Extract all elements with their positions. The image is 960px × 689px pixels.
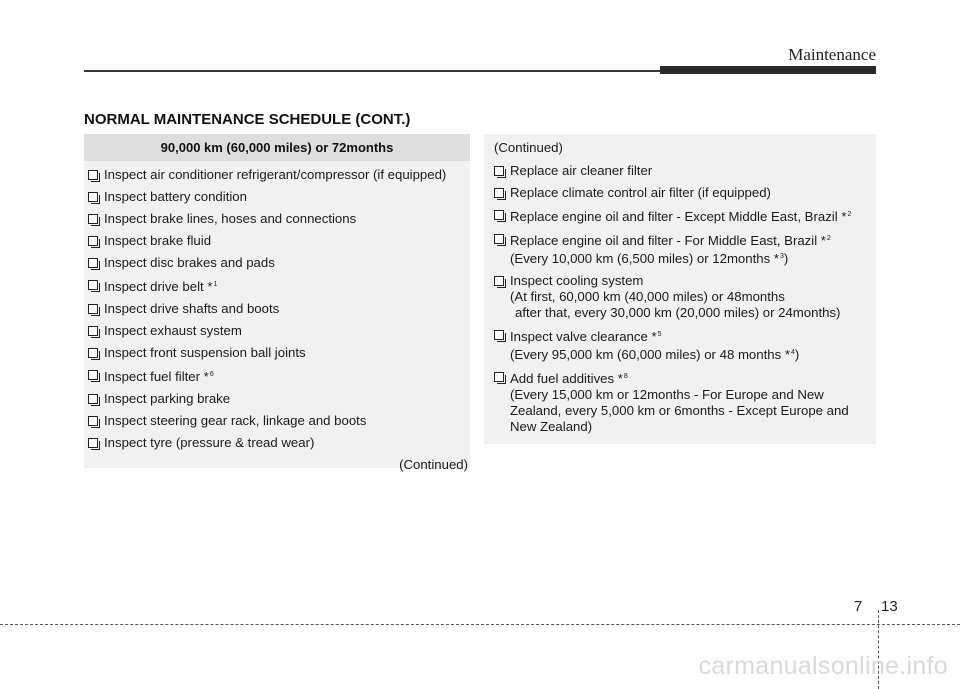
section-header-title: Maintenance [788,45,876,64]
continued-label: (Continued) [494,140,563,155]
checkbox-icon [88,326,98,336]
list-item: Inspect disc brakes and pads [88,255,470,271]
list-item: Replace air cleaner filter [494,163,876,179]
header-rule-thin [84,70,660,72]
footnote-marker: 3 [780,253,784,260]
list-item: Add fuel additives *$^8$ (Every 15,000 km or 12months - For Europe and New Zealand, every 5,000 km or 6months - Except Europe and New Zealand) [494,369,876,435]
list-item: Inspect steering gear rack, linkage and boots [88,413,470,429]
interval-heading: 90,000 km (60,000 miles) or 72months [84,134,470,161]
schedule-panel-right [484,134,876,444]
list-item: Inspect brake fluid [88,233,470,249]
list-item: Inspect air conditioner refrigerant/compressor (if equipped) [88,167,470,183]
footnote-marker: 6 [209,371,214,378]
interval-detail: (Every 10,000 km (6,500 miles) or 12months *$^3$) [510,251,789,266]
checkbox-icon [88,236,98,246]
list-item: Inspect fuel filter *$^6$ [88,367,470,385]
interval-detail: after that, every 30,000 km (20,000 miles) or 24months) [515,305,841,320]
checkbox-icon [494,372,504,382]
checkbox-icon [88,416,98,426]
list-item: Inspect drive belt *$^1$ [88,277,470,295]
checkbox-icon [88,438,98,448]
chapter-number: 7 [854,598,863,615]
schedule-panel-left [84,134,470,472]
list-item: Inspect exhaust system [88,323,470,339]
list-item: Replace climate control air filter (if equipped) [494,185,876,201]
checkbox-icon [88,348,98,358]
list-item: Inspect battery condition [88,189,470,205]
interval-detail: New Zealand) [510,419,593,434]
continued-label: (Continued) [399,457,468,472]
right-checklist [484,159,876,435]
list-item: Inspect parking brake [88,391,470,407]
left-checklist [84,161,470,451]
footnote-marker: 5 [657,331,662,338]
footnote-marker: 4 [791,349,795,356]
checkbox-icon [88,304,98,314]
checkbox-icon [494,188,504,198]
footnote-marker: 2 [826,235,831,242]
list-item: Inspect brake lines, hoses and connections [88,211,470,227]
checkbox-icon [494,276,504,286]
checkbox-icon [494,166,504,176]
list-item: Inspect front suspension ball joints [88,345,470,361]
checkbox-icon [494,210,504,220]
interval-detail: (Every 15,000 km or 12months - For Europe and New [510,387,824,402]
footnote-marker: 8 [623,373,628,380]
list-item: Inspect drive shafts and boots [88,301,470,317]
list-item: Inspect valve clearance *$^5$ (Every 95,000 km (60,000 miles) or 48 months *$^4$) [494,327,876,363]
interval-detail: Zealand, every 5,000 km or 6months - Except Europe and [510,403,849,418]
footer-rule [0,624,960,625]
list-item: Replace engine oil and filter - Except Middle East, Brazil *$^2$ [494,207,876,225]
checkbox-icon [88,370,98,380]
footnote-marker: 2 [847,211,852,218]
list-item: Replace engine oil and filter - For Middle East, Brazil *$^2$ (Every 10,000 km (6,500 miles) or 12months *$^3$) [494,231,876,267]
checkbox-icon [88,214,98,224]
footnote-marker: 1 [213,281,218,288]
interval-detail: (At first, 60,000 km (40,000 miles) or 48months [510,289,785,304]
header-rule-thick [660,66,876,74]
interval-detail: (Every 95,000 km (60,000 miles) or 48 months *$^4$) [510,347,800,362]
checkbox-icon [88,394,98,404]
watermark: carmanualsonline.info [698,652,948,680]
checkbox-icon [88,192,98,202]
checkbox-icon [494,234,504,244]
checkbox-icon [88,280,98,290]
checkbox-icon [88,170,98,180]
page-number: 13 [881,598,898,615]
list-item: Inspect tyre (pressure & tread wear) [88,435,470,451]
checkbox-icon [494,330,504,340]
list-item: Inspect cooling system (At first, 60,000 km (40,000 miles) or 48months after that, every 30,000 km (20,000 miles) or 24months) [494,273,876,321]
page-title: NORMAL MAINTENANCE SCHEDULE (CONT.) [84,111,411,128]
checkbox-icon [88,258,98,268]
